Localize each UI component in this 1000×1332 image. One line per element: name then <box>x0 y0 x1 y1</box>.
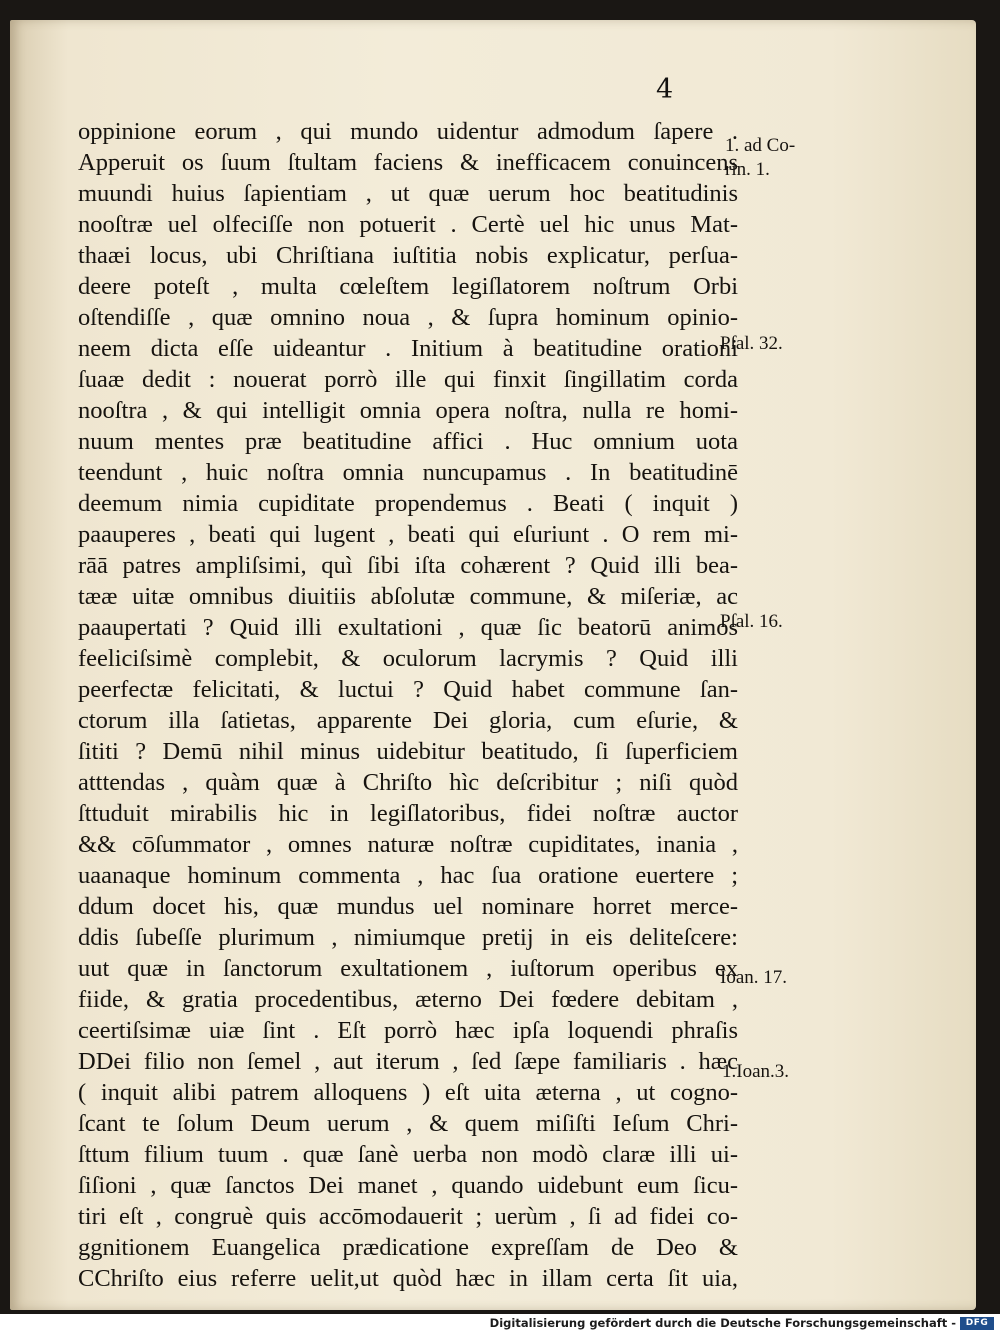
text-line: deemum nimia cupiditate propendemus . Beati ( inquit ) <box>78 490 738 517</box>
text-line: peerfectæ felicitati, & luctui ? Quid habet commune ſan- <box>78 676 738 703</box>
text-line: ſttum filium tuum . quæ ſanè uerba non modò claræ illi ui- <box>78 1141 738 1168</box>
margin-note-line: Ioan. 17. <box>720 967 788 988</box>
footer-bar <box>0 1314 1000 1332</box>
dfg-logo: DFG <box>960 1317 994 1330</box>
scanned-page <box>10 20 976 1310</box>
text-line: rāā patres ampliſsimi, quì ſibi iſta cohærent ? Quid illi bea- <box>78 552 738 579</box>
text-line: ddum docet his, quæ mundus uel nominare horret merce- <box>78 893 738 920</box>
margin-note-line: Pſal. 32. <box>720 333 783 354</box>
margin-note-1-ioan-3 <box>722 1060 789 1084</box>
text-line: ſuaæ dedit : nouerat porrò ille qui finxit ſingillatim corda <box>78 366 738 393</box>
text-line: oppinione eorum , qui mundo uidentur admodum ſapere . <box>78 118 738 145</box>
margin-note-psal-16 <box>720 610 783 634</box>
margin-note-line: rin. 1. <box>725 159 770 180</box>
text-line: ſttuduit mirabilis hic in legiſlatoribus, fidei noſtræ auctor <box>78 800 738 827</box>
text-line: oſtendiſſe , quæ omnino noua , & ſupra hominum opinio- <box>78 304 738 331</box>
text-line: ſititi ? Demū nihil minus uidebitur beatitudo, ſi ſuperficiem <box>78 738 738 765</box>
margin-note-line: 1.Ioan.3. <box>722 1061 790 1082</box>
text-line: ggnitionem Euangelica prædicatione expreſſam de Deo & <box>78 1234 738 1261</box>
text-line: deere poteſt , multa cœleſtem legiſlatorem noſtrum Orbi <box>78 273 738 300</box>
body-text <box>78 116 738 1294</box>
margin-note-line: 1. ad Co- <box>725 135 796 156</box>
text-line: CChriſto eius referre uelit,ut quòd hæc in illam certa ſit uia, <box>78 1265 738 1292</box>
text-line: paauperes , beati qui lugent , beati qui eſuriunt . O rem mi- <box>78 521 738 548</box>
text-line: teendunt , huic noſtra omnia nuncupamus . In beatitudinē <box>78 459 738 486</box>
text-line: fiide, & gratia procedentibus, æterno Dei fœdere debitam , <box>78 986 738 1013</box>
text-line: uut quæ in ſanctorum exultationem , iuſtorum operibus ex <box>78 955 738 982</box>
text-line: tææ uitæ omnibus diuitiis abſolutæ commune, & miſeriæ, ac <box>78 583 738 610</box>
text-line: paaupertati ? Quid illi exultationi , quæ ſic beatorū animos <box>78 614 738 641</box>
text-line: nuum mentes præ beatitudine affici . Huc omnium uota <box>78 428 738 455</box>
margin-note-ioan-17 <box>720 966 787 990</box>
text-line: nooſtræ uel olfeciſſe non potuerit . Certè uel hic unus Mat- <box>78 211 738 238</box>
text-line: ceertiſsimæ uiæ ſint . Eſt porrò hæc ipſa loquendi phraſis <box>78 1017 738 1044</box>
text-line: ctorum illa ſatietas, apparente Dei gloria, cum eſurie, & <box>78 707 738 734</box>
margin-note-psal-32 <box>720 332 783 356</box>
text-line: ſcant te ſolum Deum uerum , & quem miſiſti Ieſum Chri- <box>78 1110 738 1137</box>
text-line: thaæi locus, ubi Chriſtiana iuſtitia nobis explicatur, perſua- <box>78 242 738 269</box>
text-line: uaanaque hominum commenta , hac ſua oratione euertere ; <box>78 862 738 889</box>
page-number: 4 <box>656 74 674 105</box>
text-line: ddis ſubeſſe plurimum , nimiumque pretij in eis deliteſcere: <box>78 924 738 951</box>
text-line: neem dicta eſſe uideantur . Initium à beatitudine orationi <box>78 335 738 362</box>
margin-note-line: Pſal. 16. <box>720 611 783 632</box>
margin-note-cor <box>725 134 795 182</box>
text-line: Apperuit os ſuum ſtultam faciens & inefficacem conuincens <box>78 149 738 176</box>
text-line: atttendas , quàm quæ à Chriſto hìc deſcribitur ; niſi quòd <box>78 769 738 796</box>
text-line: && cōſummator , omnes naturæ noſtræ cupiditates, inania , <box>78 831 738 858</box>
text-line: DDei filio non ſemel , aut iterum , ſed ſæpe familiaris . hæc <box>78 1048 738 1075</box>
text-line: ( inquit alibi patrem alloquens ) eſt uita æterna , ut cogno- <box>78 1079 738 1106</box>
text-line: feeliciſsimè complebit, & oculorum lacrymis ? Quid illi <box>78 645 738 672</box>
text-line: muundi huius ſapientiam , ut quæ uerum hoc beatitudinis <box>78 180 738 207</box>
text-line: tiri eſt , congruè quis accōmodauerit ; uerùm , ſi ad fidei co- <box>78 1203 738 1230</box>
footer-credit: Digitalisierung gefördert durch die Deutsche Forschungsgemeinschaft - <box>489 1316 956 1330</box>
text-line: nooſtra , & qui intelligit omnia opera noſtra, nulla re homi- <box>78 397 738 424</box>
text-line: ſiſioni , quæ ſanctos Dei manet , quando uidebunt eum ſicu- <box>78 1172 738 1199</box>
